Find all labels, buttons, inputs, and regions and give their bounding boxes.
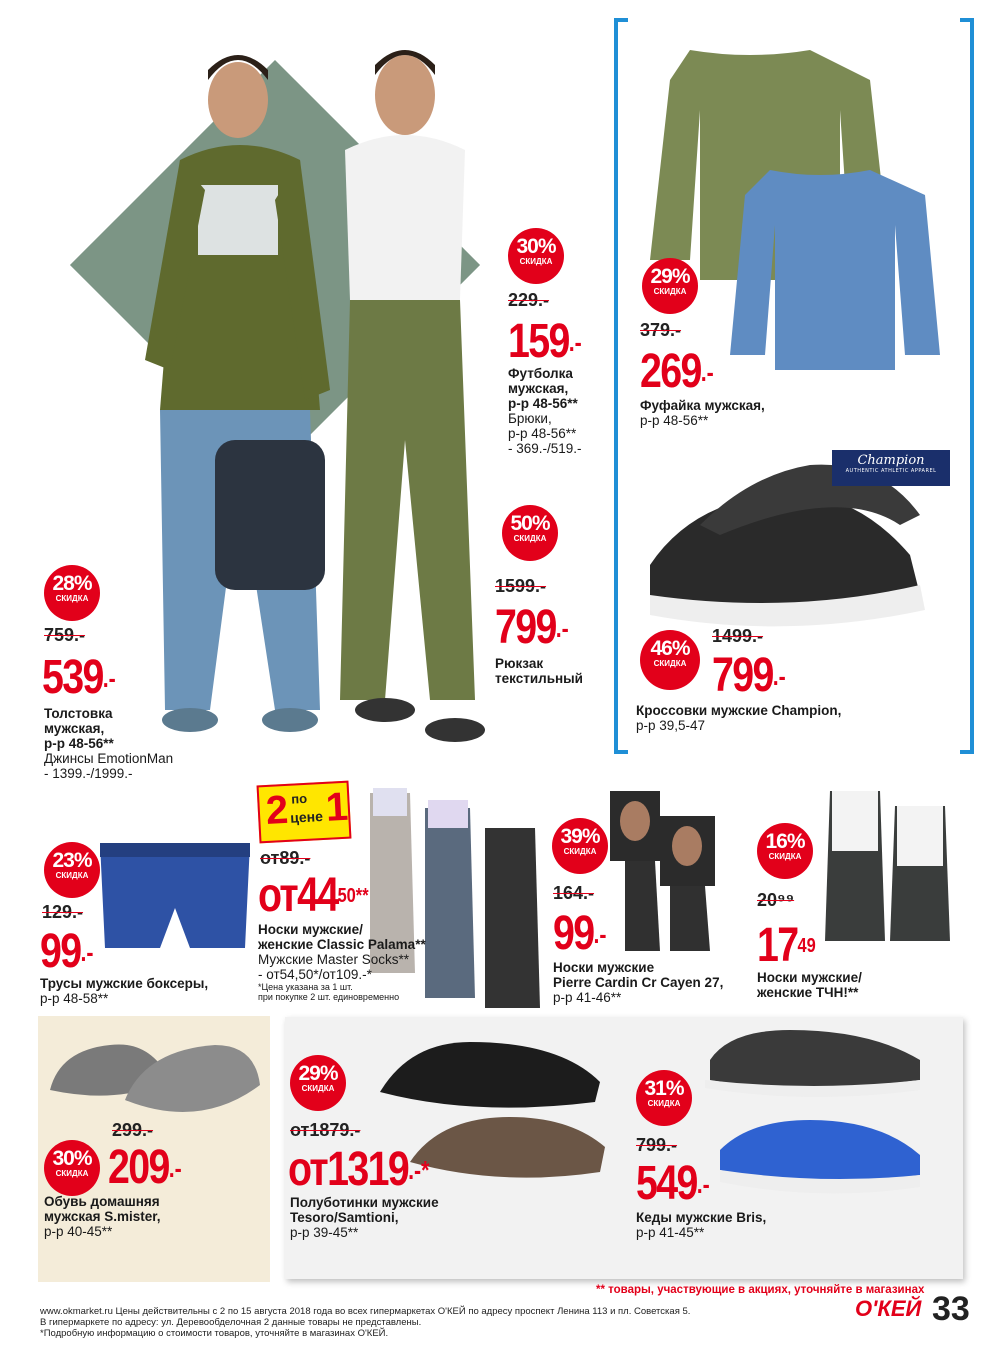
discount-percent: 29% — [298, 1062, 338, 1085]
price-socks-tchn — [757, 919, 816, 972]
old-price-longsleeve: 379.- — [640, 320, 682, 340]
models-photo — [120, 40, 510, 760]
price-value: 209 — [108, 1141, 169, 1194]
discount-percent: 28% — [52, 572, 92, 595]
price-dash: .- — [772, 661, 786, 691]
discount-label: СКИДКА — [647, 1099, 681, 1108]
discount-percent: 31% — [644, 1077, 684, 1100]
product-name: Фуфайка мужская, — [640, 398, 765, 413]
page-number: 33 — [932, 1290, 970, 1328]
extra-product: Джинсы EmotionMan — [44, 751, 174, 766]
price-dash: .- — [568, 327, 582, 357]
price-value: 539 — [42, 651, 103, 704]
fine-print: при покупке 2 шт. единовременно — [258, 992, 400, 1002]
desc-socks-cardin — [553, 960, 723, 1005]
old-price-socks-palama: от89.- — [260, 848, 311, 868]
old-price-shoes: от1879.- — [290, 1120, 361, 1140]
desc-slippers — [44, 1194, 161, 1239]
desc-longsleeve — [640, 398, 765, 428]
desc-boxers — [40, 976, 208, 1006]
price-value: 99 — [40, 925, 81, 978]
product-size: р-р 41-45** — [636, 1225, 705, 1240]
discount-badge-tshirt — [508, 228, 564, 284]
slippers-photo — [45, 1030, 265, 1130]
footer-text — [40, 1306, 860, 1339]
discount-label: СКИДКА — [653, 287, 687, 296]
product-name: Кеды мужские Bris, — [636, 1210, 767, 1225]
price-socks-palama — [258, 869, 369, 922]
price-dash: .- — [102, 663, 116, 693]
promo-po: по — [290, 790, 308, 807]
price-prefix: от — [258, 869, 298, 922]
product-size: р-р 39-45** — [290, 1225, 359, 1240]
product-size: р-р 48-56** — [640, 413, 709, 428]
product-size: р-р 48-58** — [40, 991, 109, 1006]
price-value: 799 — [712, 649, 773, 702]
product-name: мужская, — [44, 721, 105, 736]
discount-badge-sweatshirt — [44, 565, 100, 621]
old-price-socks-cardin: 164.- — [553, 883, 595, 903]
product-name: Футболка — [508, 366, 573, 381]
discount-label: СКИДКА — [563, 847, 597, 856]
boxers-photo — [95, 838, 255, 958]
old-price-backpack: 1599.- — [495, 576, 547, 596]
discount-label: СКИДКА — [301, 1084, 335, 1093]
price-tshirt — [508, 315, 582, 368]
product-size: р-р 48-56** — [44, 736, 114, 751]
desc-tshirt — [508, 366, 582, 456]
promo-2-for-1 — [257, 781, 352, 844]
product-name: Pierre Cardin Cr Cayen 27, — [553, 975, 724, 990]
product-name: Носки мужские — [553, 960, 655, 975]
price-cents: 49 — [797, 935, 816, 957]
price-boxers — [40, 925, 94, 978]
discount-percent: 39% — [560, 825, 600, 848]
old-price-keds: 799.- — [636, 1135, 678, 1155]
discount-percent: 29% — [650, 265, 690, 288]
desc-socks-tchn — [757, 970, 862, 1000]
desc-shoes — [290, 1195, 439, 1240]
price-cents: 50** — [337, 885, 369, 907]
footer-line: В гипермаркете по адресу: ул. Деревообделочная 2 данные товары не представлены. — [40, 1317, 422, 1328]
product-name: Носки мужские/ — [258, 922, 363, 937]
price-keds — [636, 1157, 710, 1210]
price-value: 799 — [495, 601, 556, 654]
product-name: мужская S.mister, — [44, 1209, 161, 1224]
price-star: * — [421, 1155, 430, 1185]
brand-name: Champion — [857, 453, 925, 468]
product-name: женские ТЧН!** — [757, 985, 859, 1000]
price-sweatshirt — [42, 651, 116, 704]
product-name: Рюкзак — [495, 656, 544, 671]
product-size: р-р 48-56** — [508, 396, 578, 411]
extra-price: - от54,50*/от109.-* — [258, 967, 372, 982]
product-size: р-р 41-46** — [553, 990, 622, 1005]
discount-badge-sneakers — [640, 630, 700, 690]
discount-badge-socks-tchn — [757, 823, 813, 879]
price-dash: .- — [555, 613, 569, 643]
discount-badge-slippers — [44, 1140, 100, 1196]
price-dash: .- — [80, 937, 94, 967]
price-socks-cardin — [553, 907, 607, 960]
champion-logo — [832, 450, 950, 486]
old-price-slippers: 299.- — [112, 1120, 154, 1140]
extra-size: р-р 48-56** — [508, 426, 577, 441]
promo-one: 1 — [324, 784, 350, 830]
discount-badge-keds — [636, 1070, 692, 1126]
price-dash: .- — [168, 1153, 182, 1183]
discount-label: СКИДКА — [768, 852, 802, 861]
product-name: Полуботинки мужские — [290, 1195, 439, 1210]
discount-label: СКИДКА — [513, 534, 547, 543]
price-backpack — [495, 601, 569, 654]
product-name: женские Classic Palama** — [258, 937, 426, 952]
price-prefix: от — [288, 1143, 328, 1196]
keds-photo — [700, 1020, 930, 1210]
fine-print: *Цена указана за 1 шт. — [258, 982, 353, 992]
footer-line: *Подробную информацию о стоимости товаров, уточняйте в магазинах О'КЕЙ. — [40, 1328, 389, 1339]
discount-badge-longsleeve — [642, 258, 698, 314]
discount-badge-boxers — [44, 842, 100, 898]
discount-label: СКИДКА — [653, 659, 687, 668]
price-slippers — [108, 1141, 182, 1194]
price-value: 17 — [757, 919, 798, 972]
discount-percent: 46% — [650, 637, 690, 660]
discount-label: СКИДКА — [55, 871, 89, 880]
discount-percent: 30% — [516, 235, 556, 258]
price-sneakers — [712, 649, 786, 702]
old-price-sneakers: 1499.- — [712, 626, 764, 646]
promo-note: ** товары, участвующие в акциях, уточняйте в магазинах — [596, 1284, 925, 1296]
old-price-socks-tchn: 20⁹⁹ — [757, 890, 795, 910]
product-name: Носки мужские/ — [757, 970, 862, 985]
extra-price: - 1399.-/1999.- — [44, 766, 133, 781]
desc-keds — [636, 1210, 766, 1240]
extra-product: Брюки, — [508, 411, 552, 426]
product-size: р-р 39,5-47 — [636, 718, 706, 733]
product-name: Трусы мужские боксеры, — [40, 976, 209, 991]
desc-backpack — [495, 656, 583, 686]
product-name: Толстовка — [44, 706, 113, 721]
discount-label: СКИДКА — [55, 594, 89, 603]
product-name: мужская, — [508, 381, 569, 396]
price-dash: .- — [593, 919, 607, 949]
price-value: 1319 — [327, 1143, 409, 1196]
product-name: текстильный — [495, 671, 583, 686]
discount-percent: 50% — [510, 512, 550, 535]
brand-tagline: AUTHENTIC ATHLETIC APPAREL — [845, 468, 937, 474]
price-dash: .- — [696, 1169, 710, 1199]
old-price-sweatshirt: 759.- — [44, 625, 86, 645]
okey-logo: О'КЕЙ — [855, 1296, 922, 1321]
price-shoes — [288, 1143, 430, 1196]
price-dash: .- — [408, 1155, 422, 1185]
discount-badge-backpack — [502, 505, 558, 561]
desc-socks-palama — [258, 922, 426, 1002]
product-size: р-р 40-45** — [44, 1224, 113, 1239]
price-value: 44 — [297, 869, 338, 922]
price-value: 99 — [553, 907, 594, 960]
desc-sweatshirt — [44, 706, 173, 781]
desc-sneakers — [636, 703, 841, 733]
price-value: 159 — [508, 315, 569, 368]
discount-badge-socks-cardin — [552, 818, 608, 874]
discount-badge-shoes — [290, 1055, 346, 1111]
price-value: 549 — [636, 1157, 697, 1210]
discount-percent: 30% — [52, 1147, 92, 1170]
footer-line: www.okmarket.ru Цены действительны с 2 по 15 августа 2018 года во всех гипермаркетах О'КЕЙ по адресу проспект Ленина 113 и пл. Советская 5. — [40, 1306, 691, 1317]
old-price-tshirt: 229.- — [508, 290, 550, 310]
discount-percent: 16% — [765, 830, 805, 853]
price-dash: .- — [700, 357, 714, 387]
product-name: Tesoro/Samtioni, — [290, 1210, 399, 1225]
product-name: Кроссовки мужские Champion, — [636, 703, 842, 718]
promo-two: 2 — [264, 787, 290, 833]
price-value: 269 — [640, 345, 701, 398]
extra-price: - 369.-/519.- — [508, 441, 582, 456]
socks-cardin-photo — [605, 786, 725, 956]
promo-cene: цене — [289, 808, 324, 826]
old-price-boxers: 129.- — [42, 902, 84, 922]
discount-percent: 23% — [52, 849, 92, 872]
discount-label: СКИДКА — [55, 1169, 89, 1178]
price-longsleeve — [640, 345, 714, 398]
socks-tchn-photo — [800, 786, 960, 946]
product-name: Обувь домашняя — [44, 1194, 160, 1209]
discount-label: СКИДКА — [519, 257, 553, 266]
extra-product: Мужские Master Socks** — [258, 952, 410, 967]
